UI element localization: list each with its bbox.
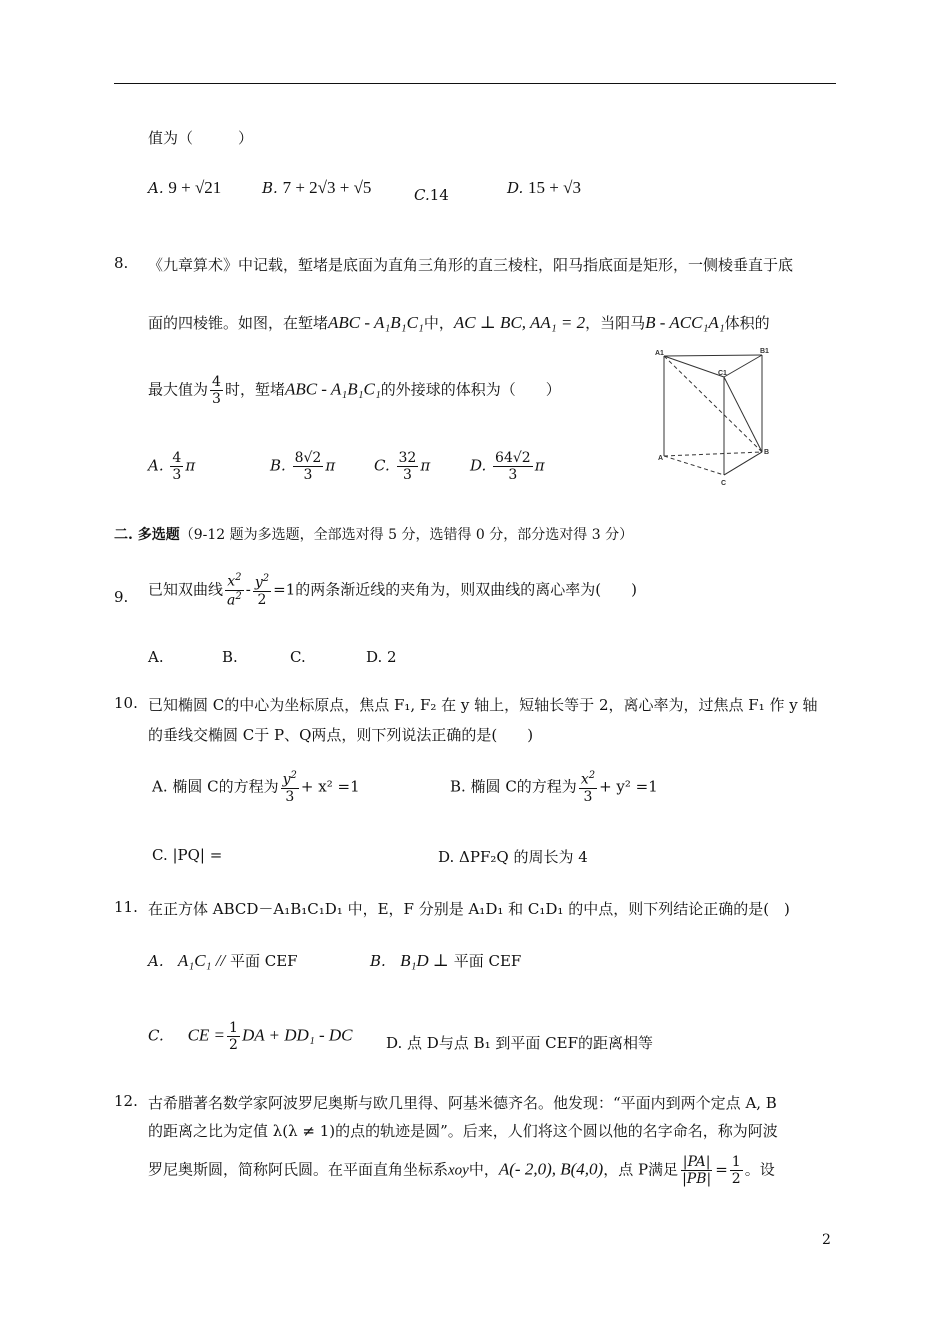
q10-option-b[interactable]: B. 椭圆 C的方程为 $\frac{x^2}{3}$ + y² =1 (450, 770, 658, 805)
q8-prism: ABC - A₁B₁C₁ (328, 313, 424, 332)
q7-option-d[interactable]: D. 15 + √3 (507, 178, 581, 197)
q9-text: 已知双曲线 $\frac{x^2}{a^2}$ - $\frac{y^2}{2}$ =1的两条渐近线的夹角为，则双曲线的离心率为( ) (148, 572, 637, 609)
q10-number: 10. (114, 694, 138, 712)
label-c: C (721, 480, 727, 487)
q7-continuation: 值为（ ） (148, 129, 254, 147)
q12-number: 12. (114, 1092, 138, 1110)
q12-line1: 古希腊著名数学家阿波罗尼奥斯与欧几里得、阿基米德齐名。他发现：“平面内到两个定点 A, B (148, 1094, 777, 1112)
q8-option-b[interactable]: B. $\frac{8√2}{3}$ π (270, 450, 336, 484)
q11-option-b[interactable]: B. B₁D ⊥ 平面 CEF (370, 951, 522, 970)
q8-line2: 面的四棱锥。如图，在堑堵ABC - A₁B₁C₁中，AC ⊥ BC, AA₁ = 2，当阳马B - ACC₁A₁体积的 (148, 313, 770, 332)
q10-option-a[interactable]: A. 椭圆 C的方程为 $\frac{y^2}{3}$ + x² =1 (152, 770, 360, 805)
page-number: 2 (822, 1232, 831, 1248)
label-b1: B1 (760, 348, 769, 355)
q11-line1: 在正方体 ABCD－A₁B₁C₁D₁ 中，E，F 分别是 A₁D₁ 和 C₁D₁ 的中点，则下列结论正确的是( ) (148, 900, 790, 918)
q8-line3: 最大值为 $\frac{4}{3}$ 时，堑堵ABC - A₁B₁C₁的外接球的体积为（ ） (148, 374, 561, 408)
q7-option-b[interactable]: B. 7 + 2√3 + √5 (262, 178, 372, 197)
q8-option-a[interactable]: A. $\frac{4}{3}$ π (148, 450, 196, 484)
q12-line3: 罗尼奥斯圆，简称阿氏圆。在平面直角坐标系xoy中，A(- 2,0), B(4,0)，点 P满足 $\frac{|PA|}{|PB|}$ = $\frac{1}{2}$ 。设 (148, 1154, 775, 1188)
q9-number: 9. (114, 588, 129, 606)
section2-note: （9-12 题为多选题，全部选对得 5 分，选错得 0 分，部分选对得 3 分） (179, 527, 634, 543)
q10-option-d[interactable]: D. ΔPF₂Q 的周长为 4 (438, 848, 588, 866)
q11-option-c[interactable]: C. CE = $\frac{1}{2}$ DA + DD₁ - DC (148, 1020, 353, 1054)
q11-option-a[interactable]: A. A₁C₁ // 平面 CEF (148, 951, 298, 970)
label-b: B (764, 449, 770, 456)
q11-option-d[interactable]: D. 点 D与点 B₁ 到平面 CEF的距离相等 (386, 1034, 653, 1052)
q9-option-d[interactable]: D. 2 (366, 648, 397, 666)
q10-option-c[interactable]: C. |PQ| = (152, 846, 223, 864)
q9-option-a[interactable]: A. (148, 648, 164, 666)
q8-option-d[interactable]: D. $\frac{64√2}{3}$ π (470, 450, 545, 484)
q7-option-a[interactable]: A. 9 + √21 (148, 178, 222, 197)
q9-option-b[interactable]: B. (222, 648, 238, 666)
q8-line1: 《九章算术》中记载，堑堵是底面为直角三角形的直三棱柱，阳马指底面是矩形，一侧棱垂直于底 (148, 256, 794, 274)
q7-option-c[interactable]: C.14 (414, 186, 449, 204)
q8-max-fraction: $\frac{4}{3}$ (212, 374, 221, 408)
label-c1: C1 (718, 370, 727, 377)
q8-condition: AC ⊥ BC, AA₁ = 2 (453, 313, 586, 332)
q8-option-c[interactable]: C. $\frac{32}{3}$ π (374, 450, 431, 484)
q8-yangma: B - ACC₁A₁ (645, 313, 725, 332)
q8-number: 8. (114, 254, 129, 272)
q10-line1: 已知椭圆 C的中心为坐标原点，焦点 F₁, F₂ 在 y 轴上，短轴长等于 2，离心率为，过焦点 F₁ 作 y 轴 (148, 696, 818, 714)
q10-line2: 的垂线交椭圆 C于 P、Q两点，则下列说法正确的是( ) (148, 726, 534, 744)
q9-option-c[interactable]: C. (290, 648, 306, 666)
header-rule (114, 83, 836, 84)
q11-number: 11. (114, 898, 138, 916)
section2-heading (114, 524, 633, 544)
qiandu-figure (652, 344, 776, 488)
q12-line2: 的距离之比为定值 λ(λ ≠ 1)的点的轨迹是圆”。后来，人们将这个圆以他的名字命名，称为阿波 (148, 1122, 778, 1140)
label-a: A (658, 455, 664, 462)
label-a1: A1 (655, 350, 664, 357)
section2-title: 二. 多选题 (114, 527, 180, 543)
